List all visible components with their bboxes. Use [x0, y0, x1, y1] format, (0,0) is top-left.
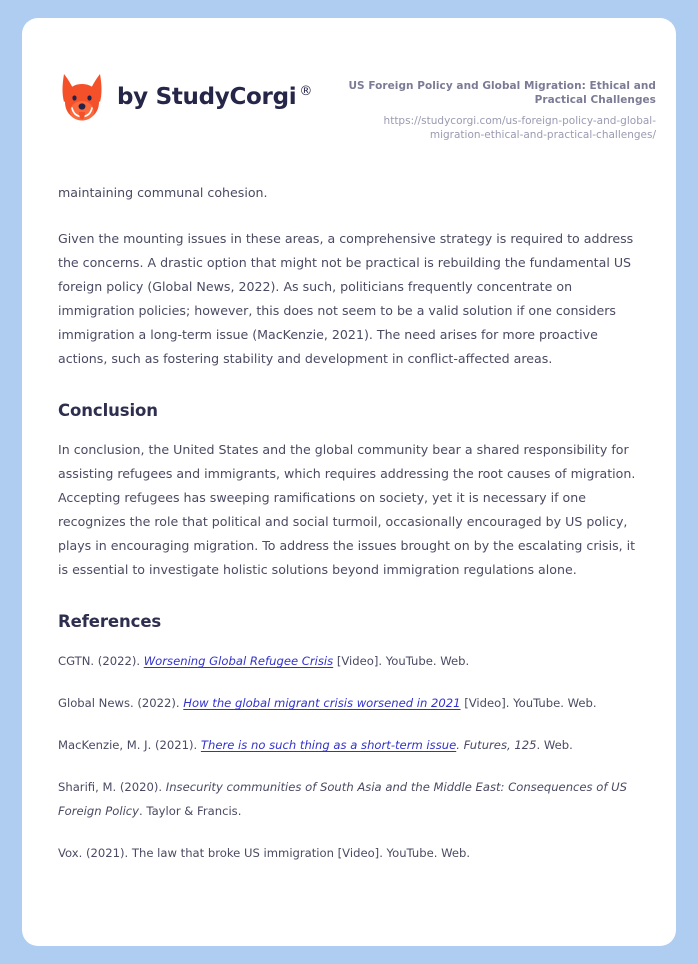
corgi-face-logo-icon [58, 72, 106, 122]
registered-trademark-icon: ® [299, 84, 313, 100]
header-document-meta [344, 68, 656, 143]
reference-prefix: CGTN. (2022). [58, 653, 144, 668]
reference-prefix: MacKenzie, M. J. (2021). [58, 737, 201, 752]
reference-suffix: [Video]. YouTube. Web. [333, 653, 470, 668]
conclusion-heading: Conclusion [58, 400, 158, 420]
reference-source-italic: . Futures, 125 [456, 737, 537, 752]
document-title: US Foreign Policy and Global Migration: Ethical and Practical Challenges [348, 80, 656, 107]
reference-item [58, 841, 640, 865]
brand-name-text: by StudyCorgi [117, 84, 297, 110]
reference-link[interactable]: How the global migrant crisis worsened in 2021 [183, 695, 461, 710]
reference-suffix: . Web. [536, 737, 573, 752]
paragraph-strategy: Given the mounting issues in these areas, a comprehensive strategy is required to address the concerns. A drastic option that might not be practical is rebuilding the fundamental US foreign policy (Global News, 2022). As such, politicians frequently concentrate on immigration policies; however, this does not seem to be a valid solution if one considers immigration a long-term issue (MacKenzie, 2021). The need arises for more proactive actions, such as fostering stability and development in conflict-affected areas. [58, 230, 634, 366]
reference-prefix: Global News. (2022). [58, 695, 184, 710]
conclusion-paragraph: In conclusion, the United States and the global community bear a shared responsibility for assisting refugees and immigrants, which requires addressing the root causes of migration. Accepting refugees has sweeping ramifications on society, yet it is necessary if one recognizes the role that political and social turmoil, occasionally encouraged by US policy, plays in encouraging migration. To address the issues brought on by the escalating crisis, it is essential to investigate holistic solutions beyond immigration regulations alone. [58, 441, 636, 577]
reference-prefix: Vox. (2021). The law that broke US immigration [Video]. YouTube. Web. [58, 845, 471, 860]
document-url[interactable]: https://studycorgi.com/us-foreign-policy-and-global-migration-ethical-and-practical-challenges/ [383, 114, 656, 142]
paragraph-continued: maintaining communal cohesion. [58, 184, 268, 200]
brand-logo-block[interactable] [58, 68, 312, 122]
reference-item [58, 775, 640, 823]
brand-name [117, 84, 312, 110]
reference-suffix: . Taylor & Francis. [139, 803, 242, 818]
reference-link[interactable]: There is no such thing as a short-term issue [200, 737, 457, 752]
document-page-card [22, 18, 676, 946]
reference-item [58, 691, 640, 715]
reference-link[interactable]: Worsening Global Refugee Crisis [143, 653, 334, 668]
reference-item [58, 649, 640, 673]
reference-prefix: Sharifi, M. (2020). [58, 779, 166, 794]
reference-item [58, 733, 640, 757]
document-body [22, 181, 676, 865]
references-list [58, 649, 640, 865]
document-header [22, 18, 676, 143]
reference-source-italic: Insecurity communities of South Asia and the Middle East: Consequences of US Foreign Policy [58, 779, 627, 818]
references-heading: References [58, 611, 162, 631]
reference-suffix: [Video]. YouTube. Web. [460, 695, 597, 710]
